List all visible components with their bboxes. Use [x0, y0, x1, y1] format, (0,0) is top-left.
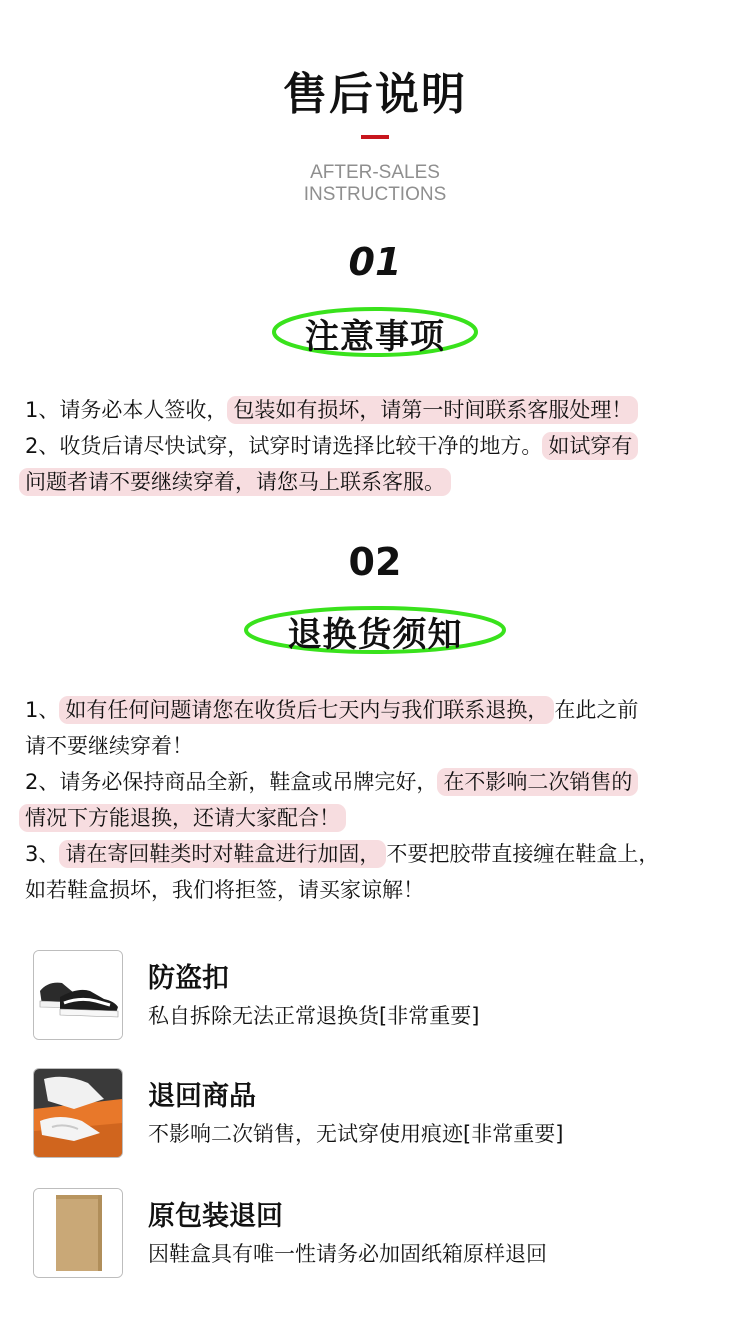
highlight: 包装如有损坏，请第一时间联系客服处理！ [227, 396, 638, 424]
section-2-line-1: 1、 如有任何问题请您在收货后七天内与我们联系退换， 在此之前 [25, 698, 639, 722]
shoebox-with-sneakers-icon [33, 1068, 123, 1158]
cardboard-box-icon [33, 1188, 123, 1278]
highlight: 情况下方能退换，还请大家配合！ [19, 804, 346, 832]
section-1-heading: 注意事项 [305, 317, 445, 357]
section-1-text [25, 392, 725, 500]
section-2-number: 02 [348, 540, 402, 584]
section-1-number: 01 [348, 240, 402, 284]
highlight: 请在寄回鞋类时对鞋盒进行加固， [59, 840, 386, 868]
item-description: 不影响二次销售，无试穿使用痕迹[非常重要] [148, 1122, 564, 1146]
highlight: 在不影响二次销售的 [437, 768, 638, 796]
item-title: 防盗扣 [148, 963, 229, 994]
subtitle-line-2: INSTRUCTIONS [303, 184, 447, 205]
title-divider [361, 135, 389, 139]
section-1-line-2: 2、收货后请尽快试穿，试穿时请选择比较干净的地方。 如试穿有 [25, 428, 725, 464]
highlight: 如有任何问题请您在收货后七天内与我们联系退换， [59, 696, 554, 724]
item-title: 退回商品 [148, 1081, 256, 1112]
page-subtitle [0, 162, 750, 206]
item-description: 因鞋盒具有唯一性请务必加固纸箱原样退回 [148, 1242, 547, 1266]
section-1-line-1: 1、请务必本人签收， 包装如有损坏，请第一时间联系客服处理！ [25, 392, 725, 428]
section-2-line-6: 如若鞋盒损坏，我们将拒签，请买家谅解！ [25, 878, 424, 902]
section-2-line-3: 2、请务必保持商品全新，鞋盒或吊牌完好， 在不影响二次销售的 [25, 764, 735, 800]
section-2-line-5: 3、 请在寄回鞋类时对鞋盒进行加固， 不要把胶带直接缠在鞋盒上， [25, 842, 660, 866]
item-return-goods [33, 1068, 713, 1160]
highlight: 如试穿有 [542, 432, 638, 460]
item-title: 原包装退回 [148, 1201, 283, 1232]
item-anti-theft-tag [33, 950, 713, 1042]
item-description: 私自拆除无法正常退换货[非常重要] [148, 1004, 480, 1028]
section-2-line-2: 请不要继续穿着！ [25, 734, 193, 758]
item-original-packaging [33, 1188, 713, 1280]
section-2-line-4 [25, 800, 735, 836]
sneaker-pair-icon [33, 950, 123, 1040]
subtitle-line-1: AFTER-SALES [310, 162, 440, 183]
highlight: 问题者请不要继续穿着，请您马上联系客服。 [19, 468, 451, 496]
section-1-line-3 [25, 464, 725, 500]
section-2-heading: 退换货须知 [287, 615, 463, 655]
page-title: 售后说明 [283, 69, 467, 120]
section-2-text [25, 692, 735, 908]
